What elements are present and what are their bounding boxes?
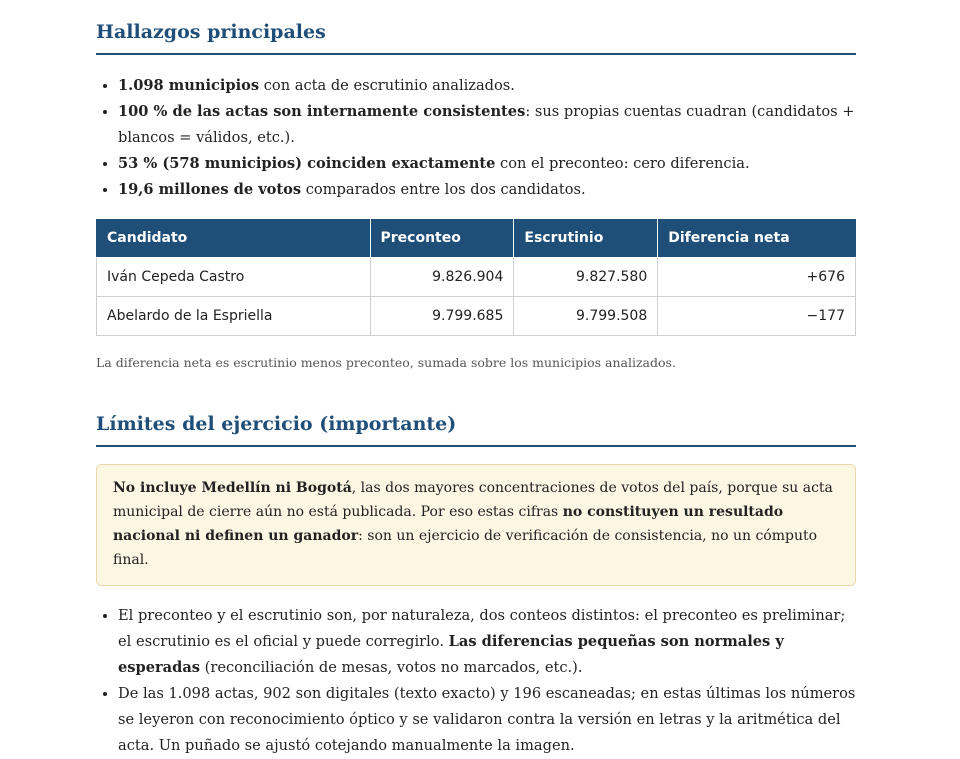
table-header-row: [97, 219, 856, 258]
limit-item: [118, 681, 856, 759]
finding-item: [118, 177, 856, 203]
table-row: [97, 258, 856, 297]
limit-text: (reconciliación de mesas, votos no marcados, etc.).: [200, 659, 583, 676]
warning-text: : son un ejercicio de verificación de consistencia, no un cómputo final.: [113, 528, 818, 568]
cell-difference: +676: [658, 258, 856, 297]
warning-text: , las dos mayores concentraciones de votos del país, porque su acta municipal de cierre aún no está publicada. Por eso estas cifras: [113, 480, 833, 520]
table-note: La diferencia neta es escrutinio menos preconteo, sumada sobre los municipios analizados.: [96, 355, 676, 370]
warning-bold: No incluye Medellín ni Bogotá: [113, 480, 352, 496]
header-preconteo: Preconteo: [370, 219, 514, 258]
header-diferencia-neta: Diferencia neta: [658, 219, 856, 258]
finding-item: [118, 99, 856, 151]
limit-text: De las 1.098 actas, 902 son digitales (texto exacto) y 196 escaneadas; en estas últimas los números se leyeron con reconocimiento óptico y se validaron contra la versión en letras y la aritmética del acta. Un puñado se ajustó cotejando manualmente la imagen.: [118, 685, 856, 754]
limit-item: [118, 603, 856, 681]
finding-bold: 1.098 municipios: [118, 77, 260, 94]
findings-heading: Hallazgos principales: [96, 19, 856, 55]
cell-difference: −177: [658, 297, 856, 336]
limits-heading: Límites del ejercicio (importante): [96, 411, 856, 447]
finding-text: con acta de escrutinio analizados.: [259, 77, 515, 94]
warning-box: [96, 464, 856, 586]
finding-item: [118, 73, 856, 99]
finding-bold: 100 % de las actas son internamente consistentes: [118, 103, 526, 120]
finding-text: comparados entre los dos candidatos.: [301, 181, 586, 198]
finding-item: [118, 151, 856, 177]
page-content: [96, 0, 856, 759]
cell-escrutinio: 9.827.580: [514, 258, 658, 297]
cell-escrutinio: 9.799.508: [514, 297, 658, 336]
warning-bold: no constituyen un resultado nacional ni definen un ganador: [113, 504, 784, 544]
cell-preconteo: 9.799.685: [370, 297, 514, 336]
findings-list: [96, 73, 856, 203]
limit-bold: Las diferencias pequeñas son normales y esperadas: [118, 633, 784, 676]
cell-candidate: Abelardo de la Espriella: [97, 297, 371, 336]
results-table: [96, 219, 856, 336]
header-escrutinio: Escrutinio: [514, 219, 658, 258]
cell-preconteo: 9.826.904: [370, 258, 514, 297]
finding-bold: 53 % (578 municipios) coinciden exactamente: [118, 155, 496, 172]
table-row: [97, 297, 856, 336]
limit-text: El preconteo y el escrutinio son, por naturaleza, dos conteos distintos: el preconteo es preliminar; el escrutinio es el oficial y puede corregirlo.: [118, 607, 846, 650]
finding-text: : sus propias cuentas cuadran (candidatos + blancos = válidos, etc.).: [118, 103, 855, 146]
finding-text: con el preconteo: cero diferencia.: [495, 155, 750, 172]
header-candidato: Candidato: [97, 219, 371, 258]
cell-candidate: Iván Cepeda Castro: [97, 258, 371, 297]
finding-bold: 19,6 millones de votos: [118, 181, 302, 198]
